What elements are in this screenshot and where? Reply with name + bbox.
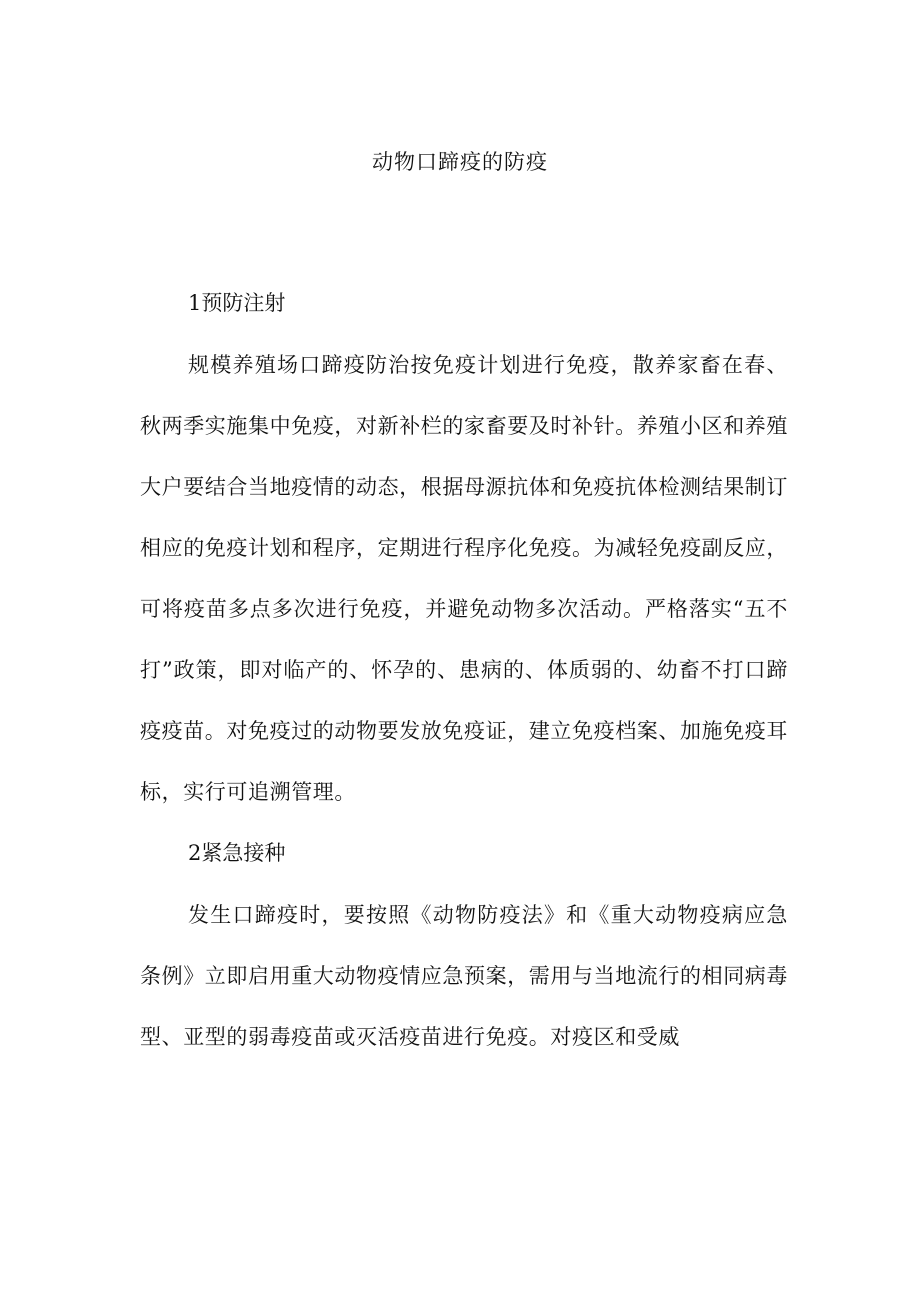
section-heading-prevention-injection: 1预防注射 [188,291,286,315]
section-paragraph-emergency-vaccination: 发生口蹄疫时，要按照《动物防疫法》和《重大动物疫病应急条例》立即启用重大动物疫情应急预案，需用与当地流行的相同病毒型、亚型的弱毒疫苗或灭活疫苗进行免疫。对疫区和受威 [140,903,788,1049]
document-body [140,273,788,1068]
section-heading-emergency-vaccination: 2紧急接种 [188,841,286,865]
section-paragraph-prevention-injection: 规模养殖场口蹄疫防治按免疫计划进行免疫，散养家畜在春、秋两季实施集中免疫，对新补栏的家畜要及时补针。养殖小区和养殖大户要结合当地疫情的动态，根据母源抗体和免疫抗体检测结果制订相应的免疫计划和程序，定期进行程序化免疫。为减轻免疫副反应，可将疫苗多点多次进行免疫，并避免动物多次活动。严格落实“五不打”政策，即对临产的、怀孕的、患病的、体质弱的、幼畜不打口蹄疫疫苗。对免疫过的动物要发放免疫证，建立免疫档案、加施免疫耳标，实行可追溯管理。 [140,353,788,804]
document-title: 动物口蹄疫的防疫 [372,150,548,174]
